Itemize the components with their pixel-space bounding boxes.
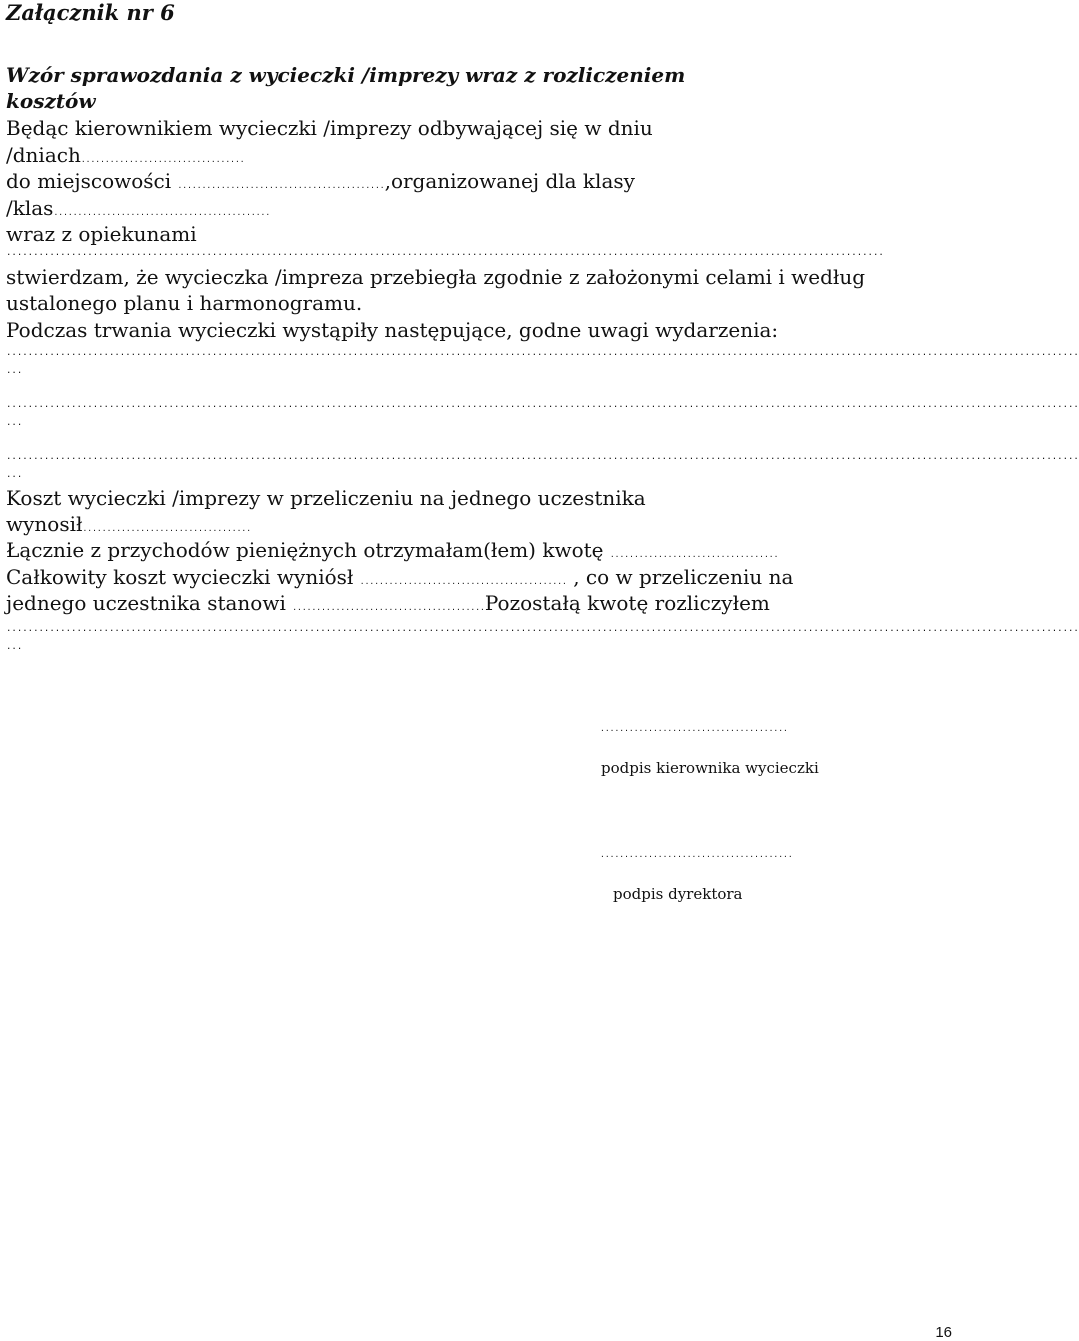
form-title-line-2: kosztów bbox=[6, 89, 96, 113]
form-title-line-1: Wzór sprawozdania z wycieczki /imprezy wraz z rozliczeniem bbox=[6, 63, 686, 87]
per-person-label: , co w przeliczeniu na bbox=[566, 565, 794, 589]
events-fill-line-2: ...................................................................................................................................................................................................... bbox=[6, 400, 1079, 410]
total-cost-fill-line: ........................................... bbox=[359, 577, 567, 586]
remaining-label: Pozostałą kwotę rozliczyłem bbox=[484, 591, 770, 615]
events-fill-line-1-cont: ... bbox=[6, 366, 23, 376]
dates-label: /dniach bbox=[6, 143, 81, 167]
body-line-remaining bbox=[6, 590, 770, 621]
events-fill-line-2-cont: ... bbox=[6, 418, 23, 428]
amount-fill-line: ................................... bbox=[82, 524, 252, 533]
events-fill-line-3-cont: ... bbox=[6, 470, 23, 480]
classes-fill-line: ............................................. bbox=[53, 208, 271, 217]
leader-signature-line: ....................................... bbox=[600, 724, 788, 733]
settlement-fill-line-cont: ... bbox=[6, 642, 23, 652]
events-fill-line-1: ...................................................................................................................................................................................................... bbox=[6, 348, 1079, 358]
director-signature-label: podpis dyrektora bbox=[613, 885, 743, 903]
per-person-share-label: jednego uczestnika stanowi bbox=[6, 591, 293, 615]
body-line-statement: stwierdzam, że wycieczka /impreza przebiegła zgodnie z założonymi celami i według bbox=[6, 265, 866, 289]
events-fill-line-3: ...................................................................................................................................................................................................... bbox=[6, 452, 1079, 462]
body-line-leader: Będąc kierownikiem wycieczki /imprezy odbywającej się w dniu bbox=[6, 116, 653, 140]
income-label: Łącznie z przychodów pieniężnych otrzymałam(łem) kwotę bbox=[6, 538, 610, 562]
classes-label: /klas bbox=[6, 196, 54, 220]
body-line-cost-per-person: Koszt wycieczki /imprezy w przeliczeniu na jednego uczestnika bbox=[6, 486, 646, 510]
destination-fill-line: ........................................... bbox=[177, 181, 385, 190]
body-line-events: Podczas trwania wycieczki wystąpiły następujące, godne uwagi wydarzenia: bbox=[6, 318, 779, 342]
settlement-fill-line: ...................................................................................................................................................................................................... bbox=[6, 624, 1079, 634]
per-person-share-fill-line: ........................................ bbox=[292, 603, 485, 612]
dates-fill-line: .................................. bbox=[80, 155, 245, 164]
page-number: 16 bbox=[935, 1324, 952, 1341]
director-signature-line: ........................................ bbox=[600, 850, 793, 859]
total-cost-label: Całkowity koszt wycieczki wyniósł bbox=[6, 565, 360, 589]
body-line-guardians: wraz z opiekunami bbox=[6, 222, 197, 246]
attachment-heading: Załącznik nr 6 bbox=[6, 0, 175, 25]
leader-signature-label: podpis kierownika wycieczki bbox=[601, 759, 819, 777]
amount-label: wynosił bbox=[6, 512, 83, 536]
income-fill-line: ................................... bbox=[609, 550, 779, 559]
guardians-fill-line: .................................................................................................................................................................. bbox=[6, 248, 884, 258]
class-label: ,organizowanej dla klasy bbox=[384, 169, 635, 193]
body-line-plan: ustalonego planu i harmonogramu. bbox=[6, 291, 363, 315]
destination-label: do miejscowości bbox=[6, 169, 178, 193]
